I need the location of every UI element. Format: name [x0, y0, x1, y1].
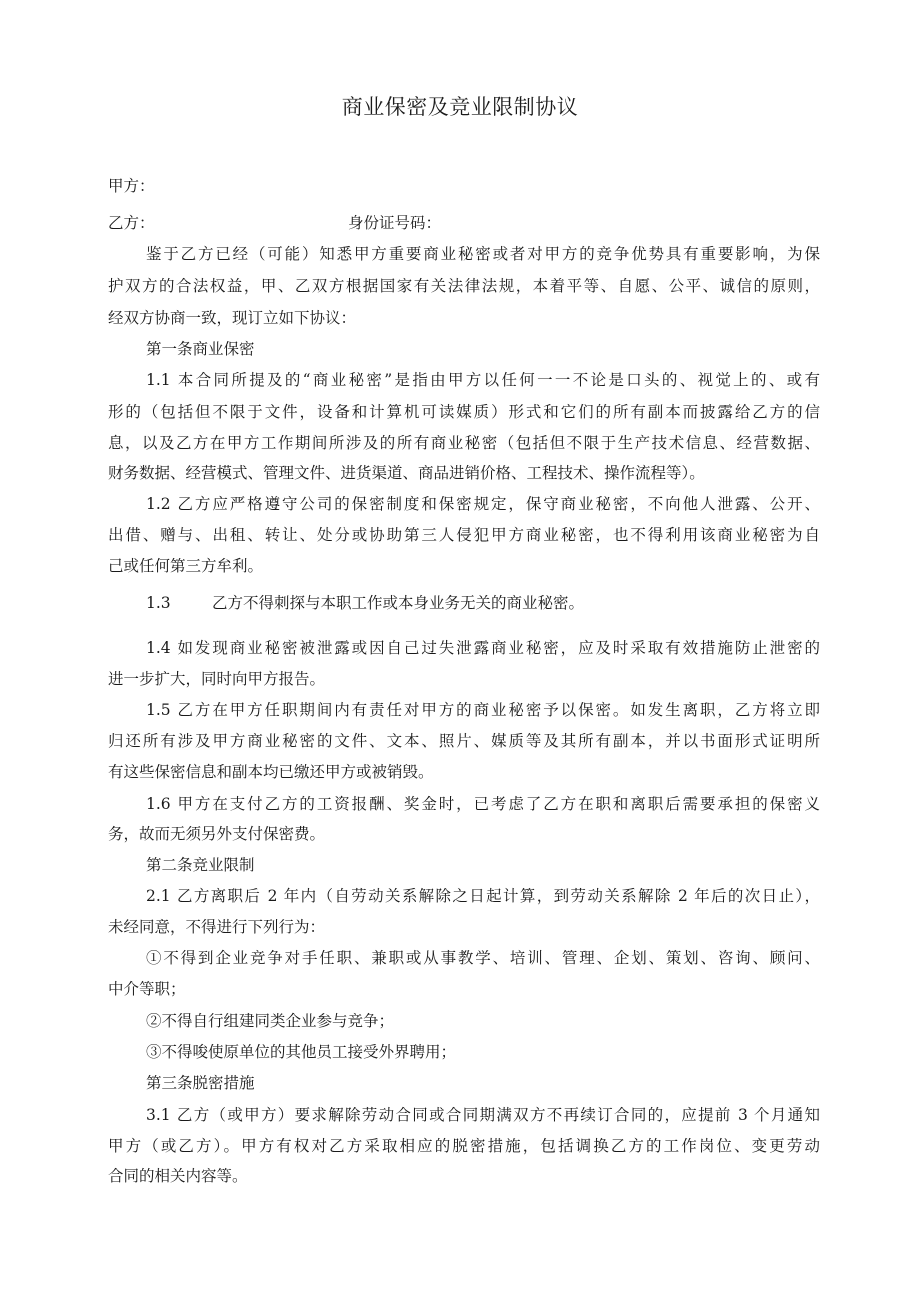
restriction-item-3: ③不得唆使原单位的其他员工接受外界聘用； [146, 1043, 457, 1061]
clause-3-1-line: 3.1 乙方（或甲方）要求解除劳动合同或合同期满双方不再续订合同的，应提前 3 个月通知 [146, 1106, 820, 1124]
preamble-line: 经双方协商一致，现订立如下协议： [108, 309, 357, 327]
restriction-item-1-line: ①不得到企业竞争对手任职、兼职或从事教学、培训、管理、企划、策划、咨询、顾问、 [146, 949, 820, 967]
preamble-line: 护双方的合法权益，甲、乙双方根据国家有关法律法规，本着平等、自愿、公平、诚信的原则， [108, 277, 820, 295]
clause-1-2-line: 1.2 乙方应严格遵守公司的保密制度和保密规定，保守商业秘密，不向他人泄露、公开、 [146, 495, 820, 513]
clause-3-1-line: 甲方（或乙方）。甲方有权对乙方采取相应的脱密措施，包括调换乙方的工作岗位、变更劳动 [108, 1137, 820, 1155]
party-b-row [108, 212, 820, 234]
clause-1-5-line: 1.5 乙方在甲方任职期间内有责任对甲方的商业秘密予以保密。如发生离职，乙方将立即 [146, 701, 820, 719]
clause-1-5-line: 有这些保密信息和副本均已缴还甲方或被销毁。 [108, 763, 434, 781]
clause-1-1-line: 财务数据、经营模式、管理文件、进货渠道、商品进销价格、工程技术、操作流程等）。 [108, 464, 705, 482]
clause-1-6-line: 务，故而无须另外支付保密费。 [108, 825, 326, 843]
id-number-label: 身份证号码： [348, 214, 442, 232]
clause-1-5-line: 归还所有涉及甲方商业秘密的文件、文本、照片、媒质等及其所有副本，并以书面形式证明所 [108, 732, 820, 750]
clause-1-2-line: 己或任何第三方牟利。 [108, 557, 264, 575]
clause-1-3 [146, 592, 820, 614]
clause-3-1-line: 合同的相关内容等。 [108, 1167, 248, 1185]
clause-1-6-line: 1.6 甲方在支付乙方的工资报酬、奖金时，已考虑了乙方在职和离职后需要承担的保密义 [146, 795, 820, 813]
clause-number: 1.3 [146, 594, 171, 612]
clause-1-1-line: 形的（包括但不限于文件，设备和计算机可读媒质）形式和它们的所有副本而披露给乙方的信 [108, 403, 820, 421]
preamble-line: 鉴于乙方已经（可能）知悉甲方重要商业秘密或者对甲方的竞争优势具有重要影响，为保 [146, 245, 820, 263]
restriction-item-1-line: 中介等职； [108, 980, 186, 998]
clause-1-3-text: 乙方不得刺探与本职工作或本身业务无关的商业秘密。 [212, 594, 585, 612]
document-title: 商业保密及竞业限制协议 [341, 95, 579, 119]
clause-1-4-line: 进一步扩大，同时向甲方报告。 [108, 670, 326, 688]
clause-2-1-line: 2.1 乙方离职后 2 年内（自劳动关系解除之日起计算，到劳动关系解除 2 年后的次日止）， [146, 887, 820, 905]
clause-2-1-line: 未经同意，不得进行下列行为： [108, 918, 326, 936]
clause-1-4-line: 1.4 如发现商业秘密被泄露或因自己过失泄露商业秘密，应及时采取有效措施防止泄密的 [146, 639, 820, 657]
clause-1-2-line: 出借、赠与、出租、转让、处分或协助第三人侵犯甲方商业秘密，也不得利用该商业秘密为自 [108, 526, 820, 544]
clause-1-1-line: 1.1 本合同所提及的“商业秘密”是指由甲方以任何一一不论是口头的、视觉上的、或有 [146, 371, 820, 389]
article-1-heading: 第一条商业保密 [146, 340, 255, 358]
party-b-label: 乙方： [108, 214, 155, 232]
clause-1-1-line: 息，以及乙方在甲方工作期间所涉及的所有商业秘密（包括但不限于生产技术信息、经营数据、 [108, 434, 820, 452]
restriction-item-2: ②不得自行组建同类企业参与竞争； [146, 1012, 395, 1030]
article-2-heading: 第二条竞业限制 [146, 856, 255, 874]
party-a-label: 甲方： [108, 177, 155, 195]
article-3-heading: 第三条脱密措施 [146, 1074, 255, 1092]
